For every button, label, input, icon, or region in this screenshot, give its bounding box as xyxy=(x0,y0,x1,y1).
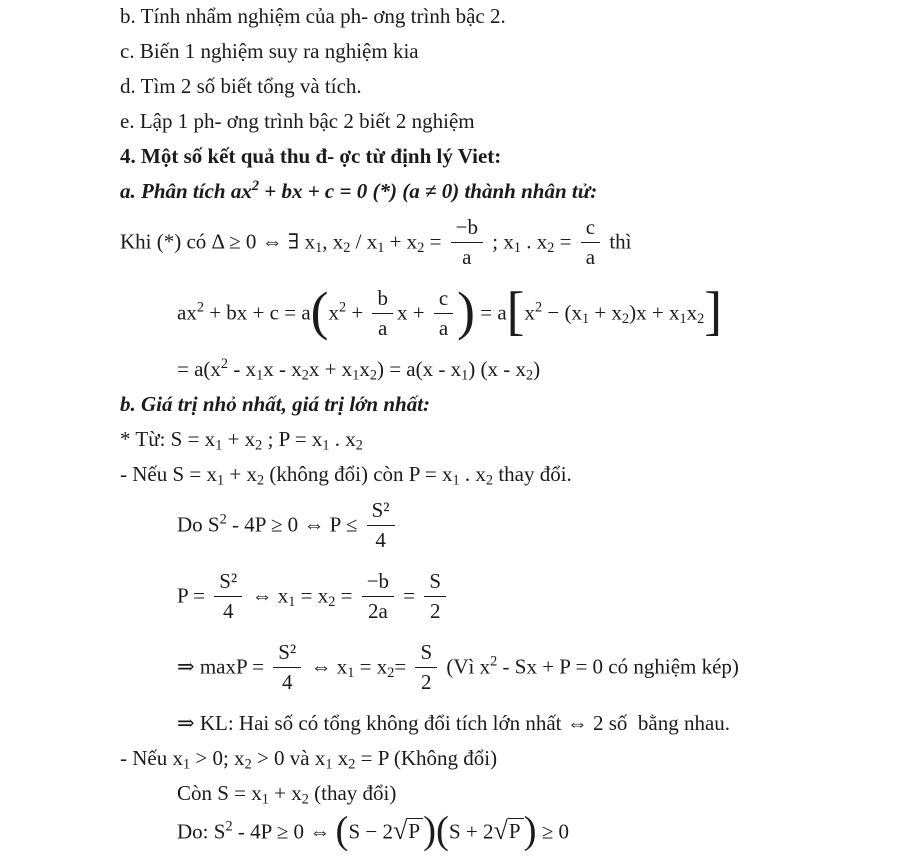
subscript: 1 xyxy=(679,310,687,327)
text-span: − (x xyxy=(542,300,582,325)
subscript: 1 xyxy=(461,367,469,384)
text-span: + bx + c = a xyxy=(203,300,311,325)
subscript: 2 xyxy=(485,472,494,489)
radicand: P xyxy=(407,818,423,843)
big-delimiter: ( xyxy=(436,809,449,852)
subscript: 2 xyxy=(547,239,555,256)
text-span: (Vì x xyxy=(441,654,491,679)
text-line xyxy=(120,497,877,556)
radical-sign-icon: √ xyxy=(493,816,508,846)
fraction xyxy=(367,498,395,553)
fraction xyxy=(434,286,453,341)
text-span: P = xyxy=(177,583,211,608)
text-line xyxy=(120,108,877,135)
subscript: 1 xyxy=(217,472,225,489)
text-span: ax xyxy=(177,300,197,325)
text-line xyxy=(120,178,877,205)
subscript: 1 xyxy=(256,367,264,384)
text-span: S − 2 xyxy=(348,819,393,844)
subscript: 2 xyxy=(244,756,252,773)
text-span: = x xyxy=(295,583,329,608)
text-span: + bx + c = 0 (*) (a ≠ 0) thành nhân tử: xyxy=(259,179,598,203)
radicand: P xyxy=(508,818,524,843)
text-span: + x xyxy=(224,462,257,486)
text-line xyxy=(120,461,877,488)
text-span: 4. Một số kết quả thu đ- ợc từ định lý Viet: xyxy=(120,144,502,168)
subscript: 2 xyxy=(328,593,336,610)
fraction-denominator: a xyxy=(585,245,596,269)
subscript: 2 xyxy=(417,239,425,256)
text-span: a. Phân tích ax xyxy=(120,179,252,203)
subscript: 2 xyxy=(255,437,263,454)
text-span: - Sx + P = 0 có nghiệm kép) xyxy=(497,654,739,679)
text-span: ; x xyxy=(487,229,514,254)
text-line xyxy=(120,214,877,273)
text-span: + x xyxy=(589,300,622,325)
text-span: x xyxy=(332,746,349,770)
text-line xyxy=(120,73,877,100)
text-span: ⇔ x xyxy=(305,654,348,679)
text-span: = xyxy=(424,229,447,254)
text-span: c. Biến 1 nghiệm suy ra nghiệm kia xyxy=(120,39,419,63)
subscript: 1 xyxy=(261,791,269,808)
text-line xyxy=(120,568,877,627)
fraction-denominator: 4 xyxy=(375,528,386,552)
subscript: 1 xyxy=(215,437,223,454)
big-delimiter: ) xyxy=(457,280,475,341)
subscript: 1 xyxy=(288,593,296,610)
fraction-numerator: S² xyxy=(273,640,301,668)
text-span: > 0 và x xyxy=(251,746,326,770)
big-delimiter: ] xyxy=(704,280,723,341)
fraction xyxy=(415,640,437,695)
text-span: ) = a(x - x xyxy=(376,357,462,381)
subscript: 2 xyxy=(621,310,630,327)
text-span: = xyxy=(398,583,421,608)
text-line xyxy=(120,391,877,418)
text-span: (không đổi) còn P = x xyxy=(264,462,453,486)
text-span: d. Tìm 2 số biết tổng và tích. xyxy=(120,74,362,98)
fraction-denominator: a xyxy=(462,245,472,269)
subscript: 2 xyxy=(257,472,265,489)
text-span: = xyxy=(554,229,577,254)
text-span: = xyxy=(394,654,412,679)
subscript: 1 xyxy=(513,239,521,256)
square-root xyxy=(493,816,523,846)
fraction xyxy=(581,215,600,270)
big-delimiter: ) xyxy=(423,809,437,852)
text-span: . x xyxy=(329,427,356,451)
text-span: = P (Không đổi) xyxy=(355,746,498,770)
text-span: + x xyxy=(222,427,256,451)
text-span: = x xyxy=(354,654,388,679)
fraction-denominator: a xyxy=(378,316,388,340)
text-span: ) (x - x xyxy=(468,357,526,381)
fraction xyxy=(451,215,483,270)
text-span: = xyxy=(335,583,358,608)
text-span: x - x xyxy=(263,357,302,381)
text-span: = a(x xyxy=(177,357,221,381)
fraction-denominator: 2a xyxy=(367,599,388,623)
text-span: b. Tính nhẩm nghiệm của ph- ơng trình bậc 2. xyxy=(120,4,506,28)
text-span: x + x xyxy=(308,357,353,381)
subscript: 1 xyxy=(322,437,330,454)
big-delimiter: ) xyxy=(523,809,537,852)
fraction-denominator: 2 xyxy=(421,670,432,694)
text-span: e. Lập 1 ph- ơng trình bậc 2 biết 2 nghiệm xyxy=(120,109,475,133)
text-span: x xyxy=(328,300,339,325)
fraction-numerator: −b xyxy=(451,215,483,243)
big-delimiter: ( xyxy=(335,809,349,852)
subscript: 1 xyxy=(452,472,460,489)
text-line xyxy=(120,639,877,698)
text-span: , x xyxy=(322,229,344,254)
fraction xyxy=(424,569,446,624)
fraction-numerator: S xyxy=(415,640,437,668)
subscript: 1 xyxy=(377,239,385,256)
text-span: S + 2 xyxy=(448,819,494,844)
text-span: )x + x xyxy=(629,300,680,325)
subscript: 1 xyxy=(352,367,360,384)
text-line xyxy=(120,38,877,65)
superscript: 2 xyxy=(251,178,259,195)
text-span: + xyxy=(346,300,369,325)
text-span: - x xyxy=(228,357,257,381)
subscript: 1 xyxy=(182,756,191,773)
text-span: x xyxy=(524,300,535,325)
text-span: (thay đổi) xyxy=(308,781,397,805)
fraction-numerator: c xyxy=(581,215,600,243)
text-span: x xyxy=(686,300,698,325)
fraction-numerator: S xyxy=(424,569,446,597)
text-span: ) xyxy=(533,357,541,381)
subscript: 1 xyxy=(347,664,355,681)
text-span: - 4P ≥ 0 ⇔ P ≤ xyxy=(226,512,363,537)
text-line xyxy=(120,809,877,852)
text-span: ⇒ maxP = xyxy=(177,654,270,679)
text-line xyxy=(120,780,877,807)
fraction-denominator: 2 xyxy=(429,599,441,623)
fraction-denominator: 4 xyxy=(281,670,293,694)
subscript: 2 xyxy=(387,664,395,681)
text-span: - 4P ≥ 0 ⇔ xyxy=(232,819,336,844)
subscript: 2 xyxy=(301,367,309,384)
radical-sign-icon: √ xyxy=(392,816,408,846)
subscript: 2 xyxy=(697,310,705,327)
text-span: . x xyxy=(459,462,486,486)
superscript: 2 xyxy=(196,299,204,316)
superscript: 2 xyxy=(225,818,233,835)
text-span: x + xyxy=(396,300,430,325)
text-span: Còn S = x xyxy=(177,781,262,805)
subscript: 1 xyxy=(581,310,590,327)
text-span: - Nếu S = x xyxy=(120,462,218,486)
text-span: x xyxy=(359,357,370,381)
big-delimiter: ( xyxy=(310,280,329,341)
text-span: ⇔ x xyxy=(246,583,289,608)
text-line xyxy=(120,3,877,30)
text-span: = a xyxy=(474,300,507,325)
superscript: 2 xyxy=(338,299,347,316)
text-span: / x xyxy=(350,229,378,254)
subscript: 2 xyxy=(348,756,356,773)
fraction-numerator: S² xyxy=(367,498,395,526)
text-span: * Từ: S = x xyxy=(120,427,216,451)
text-span: Do S xyxy=(177,512,220,537)
fraction-denominator: a xyxy=(438,316,449,340)
text-line xyxy=(120,710,877,737)
big-delimiter: [ xyxy=(506,280,525,341)
superscript: 2 xyxy=(220,356,229,373)
text-line xyxy=(120,426,877,453)
subscript: 2 xyxy=(369,367,377,384)
fraction xyxy=(372,286,393,341)
fraction-numerator: c xyxy=(434,286,453,314)
text-span: Do: S xyxy=(177,819,226,844)
text-span: - Nếu x xyxy=(120,746,183,770)
fraction-numerator: S² xyxy=(214,569,242,597)
superscript: 2 xyxy=(535,299,543,316)
subscript: 2 xyxy=(355,437,363,454)
fraction-numerator: b xyxy=(372,286,393,314)
text-line xyxy=(120,143,877,170)
fraction-denominator: 4 xyxy=(222,599,234,623)
text-span: thì xyxy=(604,229,632,254)
text-span: + x xyxy=(384,229,418,254)
text-span: > 0; x xyxy=(190,746,245,770)
fraction-numerator: −b xyxy=(362,569,394,597)
subscript: 1 xyxy=(315,239,323,256)
subscript: 2 xyxy=(343,239,351,256)
fraction xyxy=(362,569,394,624)
text-line xyxy=(120,745,877,772)
text-span: ≥ 0 xyxy=(536,819,570,844)
subscript: 2 xyxy=(526,367,534,384)
fraction xyxy=(214,569,242,624)
subscript: 2 xyxy=(301,791,309,808)
subscript: 1 xyxy=(325,756,333,773)
text-line xyxy=(120,280,877,344)
text-span: ; P = x xyxy=(262,427,323,451)
text-span: b. Giá trị nhỏ nhất, giá trị lớn nhất: xyxy=(120,392,431,416)
text-span: + x xyxy=(268,781,302,805)
text-span: thay đổi. xyxy=(493,462,572,486)
fraction xyxy=(273,640,301,695)
text-span: . x xyxy=(521,229,548,254)
text-span: ⇒ KL: Hai số có tổng không đổi tích lớn nhất ⇔ 2 số bằng nhau. xyxy=(177,711,731,735)
text-line xyxy=(120,356,877,383)
square-root xyxy=(392,816,423,846)
text-span: Khi (*) có Δ ≥ 0 ⇔ ∃ x xyxy=(120,229,316,254)
superscript: 2 xyxy=(490,653,498,670)
superscript: 2 xyxy=(219,511,227,528)
